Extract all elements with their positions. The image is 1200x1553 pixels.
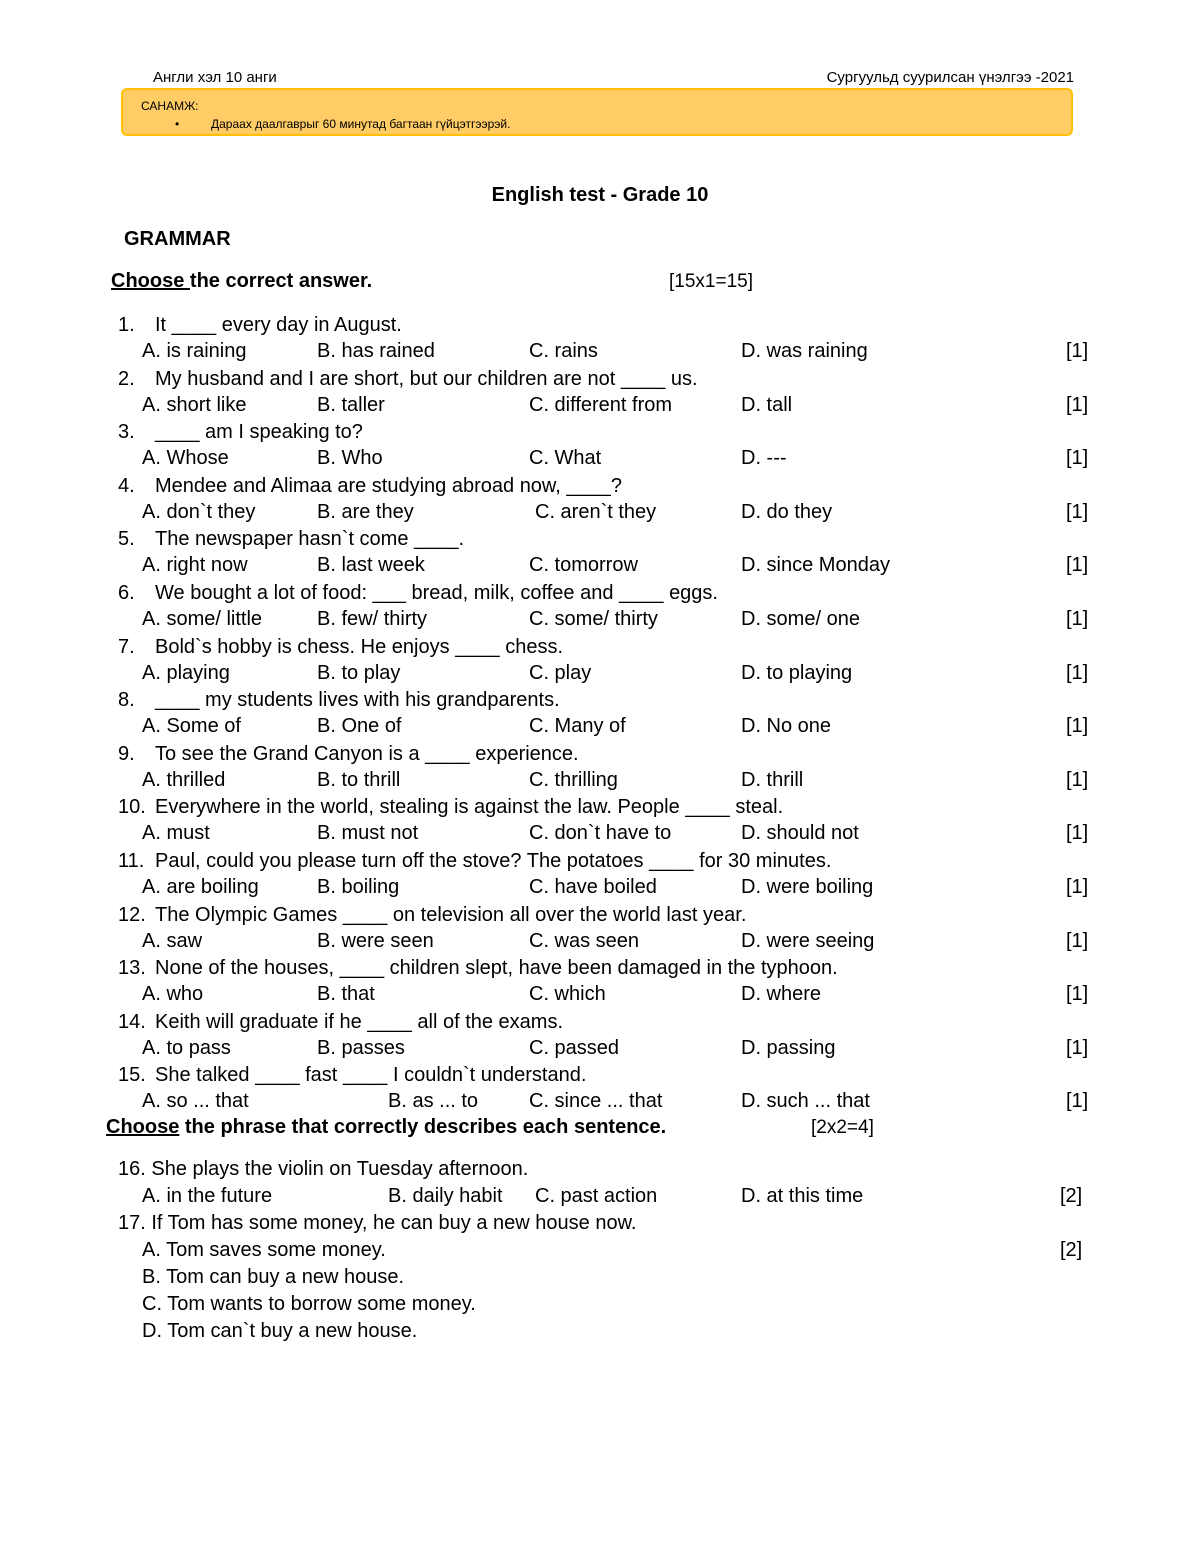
question-number: 2.: [118, 368, 135, 390]
question-text: To see the Grand Canyon is a ____ experience.: [155, 743, 579, 765]
question-12: [118, 904, 746, 927]
option-d[interactable]: D. passing: [741, 1037, 836, 1059]
option-b[interactable]: B. are they: [317, 501, 414, 523]
option-d[interactable]: D. do they: [741, 501, 833, 523]
question-13: [118, 957, 838, 980]
option-c[interactable]: C. passed: [529, 1037, 620, 1059]
question-points: [1]: [1066, 715, 1089, 737]
question-points: [1]: [1066, 340, 1089, 362]
question-number: 9.: [118, 743, 135, 765]
option-d[interactable]: D. were seeing: [741, 930, 875, 952]
option-c[interactable]: C. some/ thirty: [529, 608, 658, 630]
option-d[interactable]: D. ---: [741, 447, 787, 469]
question-14: [118, 1011, 563, 1034]
option-d[interactable]: D. Tom can`t buy a new house.: [142, 1320, 418, 1342]
question-points: [1]: [1066, 501, 1089, 523]
option-d[interactable]: D. such ... that: [741, 1090, 870, 1112]
question-points: [1]: [1066, 394, 1089, 416]
question-6: [118, 582, 718, 605]
bullet-icon: •: [175, 117, 180, 131]
option-a[interactable]: A. who: [142, 983, 204, 1005]
option-b[interactable]: B. must not: [317, 822, 419, 844]
option-a[interactable]: A. Tom saves some money.: [142, 1239, 386, 1261]
question-points: [1]: [1066, 876, 1089, 898]
section-title: GRAMMAR: [124, 228, 231, 250]
part1-points: [15x1=15]: [669, 271, 753, 292]
option-c[interactable]: C. play: [529, 662, 592, 684]
option-b[interactable]: B. One of: [317, 715, 402, 737]
reminder-box: [121, 88, 1073, 136]
part1-instruction-verb: Choose: [111, 270, 190, 292]
question-points: [1]: [1066, 1037, 1089, 1059]
option-a[interactable]: A. are boiling: [142, 876, 259, 898]
option-b[interactable]: B. as ... to: [388, 1090, 479, 1112]
option-c[interactable]: C. rains: [529, 340, 598, 362]
question-16: [118, 1158, 528, 1181]
option-c[interactable]: C. don`t have to: [529, 822, 672, 844]
question-text: She talked ____ fast ____ I couldn`t understand.: [155, 1064, 587, 1086]
question-text: Everywhere in the world, stealing is against the law. People ____ steal.: [155, 796, 784, 818]
option-d[interactable]: D. some/ one: [741, 608, 860, 630]
question-points: [1]: [1066, 983, 1089, 1005]
question-number: 11.: [118, 850, 145, 872]
option-c[interactable]: C. aren`t they: [535, 501, 657, 523]
option-c[interactable]: C. tomorrow: [529, 554, 638, 576]
option-b[interactable]: B. few/ thirty: [317, 608, 428, 630]
option-c[interactable]: C. different from: [529, 394, 673, 416]
option-d[interactable]: D. tall: [741, 394, 793, 416]
header-assessment: Сургуульд суурилсан үнэлгээ -2021: [826, 69, 1074, 86]
option-b[interactable]: B. were seen: [317, 930, 434, 952]
option-b[interactable]: B. last week: [317, 554, 425, 576]
part2-instruction-verb: Choose: [106, 1116, 180, 1138]
option-b[interactable]: B. passes: [317, 1037, 405, 1059]
question-text: The newspaper hasn`t come ____.: [155, 528, 465, 550]
option-b[interactable]: B. to thrill: [317, 769, 401, 791]
option-d[interactable]: D. to playing: [741, 662, 853, 684]
question-text: Mendee and Alimaa are studying abroad now, ____?: [155, 475, 623, 497]
question-text: The Olympic Games ____ on television all over the world last year.: [155, 904, 747, 926]
option-a[interactable]: A. saw: [142, 930, 203, 952]
question-number: 7.: [118, 636, 135, 658]
question-9: [118, 743, 579, 766]
question-number: 13.: [118, 957, 146, 979]
part1-instruction-rest: the correct answer.: [189, 270, 373, 292]
question-7: [118, 636, 563, 659]
option-a[interactable]: A. in the future: [142, 1185, 273, 1207]
question-text: My husband and I are short, but our children are not ____ us.: [155, 368, 698, 390]
question-points: [2]: [1060, 1185, 1083, 1207]
question-11: [118, 850, 831, 873]
question-points: [1]: [1066, 662, 1089, 684]
option-c[interactable]: C. past action: [535, 1185, 658, 1207]
question-number: 8.: [118, 689, 135, 711]
question-text: Keith will graduate if he ____ all of the exams.: [155, 1011, 564, 1033]
option-a[interactable]: A. thrilled: [142, 769, 226, 791]
part1-instruction: [111, 270, 372, 293]
option-a[interactable]: A. short like: [142, 394, 247, 416]
option-d[interactable]: D. since Monday: [741, 554, 890, 576]
part2-instruction: [106, 1116, 666, 1139]
option-a[interactable]: A. to pass: [142, 1037, 231, 1059]
question-text: We bought a lot of food: ___ bread, milk, coffee and ____ eggs.: [155, 582, 718, 604]
option-d[interactable]: D. were boiling: [741, 876, 874, 898]
question-points: [1]: [1066, 608, 1089, 630]
question-number: 15.: [118, 1064, 146, 1086]
question-text: Bold`s hobby is chess. He enjoys ____ chess.: [155, 636, 563, 658]
question-number: 14.: [118, 1011, 146, 1033]
option-d[interactable]: D. at this time: [741, 1185, 864, 1207]
option-b[interactable]: B. boiling: [317, 876, 400, 898]
part2-instruction-rest: the phrase that correctly describes each sentence.: [179, 1116, 667, 1138]
reminder-title: САНАМЖ:: [141, 99, 199, 113]
question-number: 6.: [118, 582, 135, 604]
question-text: If Tom has some money, he can buy a new house now.: [151, 1212, 637, 1234]
page-title: English test - Grade 10: [491, 184, 709, 206]
option-b[interactable]: B. taller: [317, 394, 385, 416]
option-a[interactable]: A. don`t they: [142, 501, 256, 523]
option-d[interactable]: D. should not: [741, 822, 859, 844]
option-c[interactable]: C. was seen: [529, 930, 640, 952]
question-text: Paul, could you please turn off the stove? The potatoes ____ for 30 minutes.: [155, 850, 832, 872]
question-text: ____ am I speaking to?: [155, 421, 363, 443]
option-d[interactable]: D. was raining: [741, 340, 868, 362]
option-c[interactable]: C. What: [529, 447, 602, 469]
option-b[interactable]: B. daily habit: [388, 1185, 503, 1207]
question-number: 17.: [118, 1212, 146, 1234]
option-d[interactable]: D. where: [741, 983, 822, 1005]
header-subject: Англи хэл 10 анги: [153, 69, 277, 86]
option-c[interactable]: C. since ... that: [529, 1090, 663, 1112]
option-c[interactable]: C. have boiled: [529, 876, 657, 898]
option-c[interactable]: C. which: [529, 983, 606, 1005]
option-a[interactable]: A. Whose: [142, 447, 229, 469]
reminder-text: Дараах даалгаврыг 60 минутад багтаан гүйцэтгээрэй.: [211, 117, 511, 131]
question-text: None of the houses, ____ children slept, have been damaged in the typhoon.: [155, 957, 838, 979]
option-b[interactable]: B. Who: [317, 447, 383, 469]
question-3: [118, 421, 363, 444]
option-b[interactable]: B. that: [317, 983, 375, 1005]
question-10: [118, 796, 783, 819]
option-b[interactable]: B. has rained: [317, 340, 435, 362]
question-points: [2]: [1060, 1239, 1083, 1261]
question-number: 5.: [118, 528, 135, 550]
option-c[interactable]: C. thrilling: [529, 769, 618, 791]
option-a[interactable]: A. right now: [142, 554, 248, 576]
question-number: 1.: [118, 314, 135, 336]
option-d[interactable]: D. thrill: [741, 769, 804, 791]
question-points: [1]: [1066, 822, 1089, 844]
question-number: 10.: [118, 796, 146, 818]
question-number: 4.: [118, 475, 135, 497]
option-a[interactable]: A. so ... that: [142, 1090, 249, 1112]
option-a[interactable]: A. Some of: [142, 715, 241, 737]
question-text: She plays the violin on Tuesday afternoon.: [151, 1158, 529, 1180]
question-number: 12.: [118, 904, 146, 926]
question-points: [1]: [1066, 1090, 1089, 1112]
question-17: [118, 1212, 636, 1235]
option-a[interactable]: A. some/ little: [142, 608, 263, 630]
question-points: [1]: [1066, 447, 1089, 469]
question-number: 3.: [118, 421, 135, 443]
question-1: [118, 314, 402, 337]
question-4: [118, 475, 622, 498]
question-number: 16.: [118, 1158, 146, 1180]
option-a[interactable]: A. playing: [142, 662, 230, 684]
question-points: [1]: [1066, 930, 1089, 952]
question-2: [118, 368, 698, 391]
question-text: It ____ every day in August.: [155, 314, 402, 336]
option-d[interactable]: D. No one: [741, 715, 832, 737]
question-points: [1]: [1066, 769, 1089, 791]
option-a[interactable]: A. is raining: [142, 340, 247, 362]
part2-points: [2x2=4]: [811, 1117, 874, 1138]
question-8: [118, 689, 560, 712]
question-points: [1]: [1066, 554, 1089, 576]
option-c[interactable]: C. Tom wants to borrow some money.: [142, 1293, 476, 1315]
question-15: [118, 1064, 586, 1087]
question-5: [118, 528, 464, 551]
option-b[interactable]: B. to play: [317, 662, 401, 684]
question-text: ____ my students lives with his grandparents.: [155, 689, 560, 711]
option-a[interactable]: A. must: [142, 822, 210, 844]
option-c[interactable]: C. Many of: [529, 715, 626, 737]
option-b[interactable]: B. Tom can buy a new house.: [142, 1266, 405, 1288]
